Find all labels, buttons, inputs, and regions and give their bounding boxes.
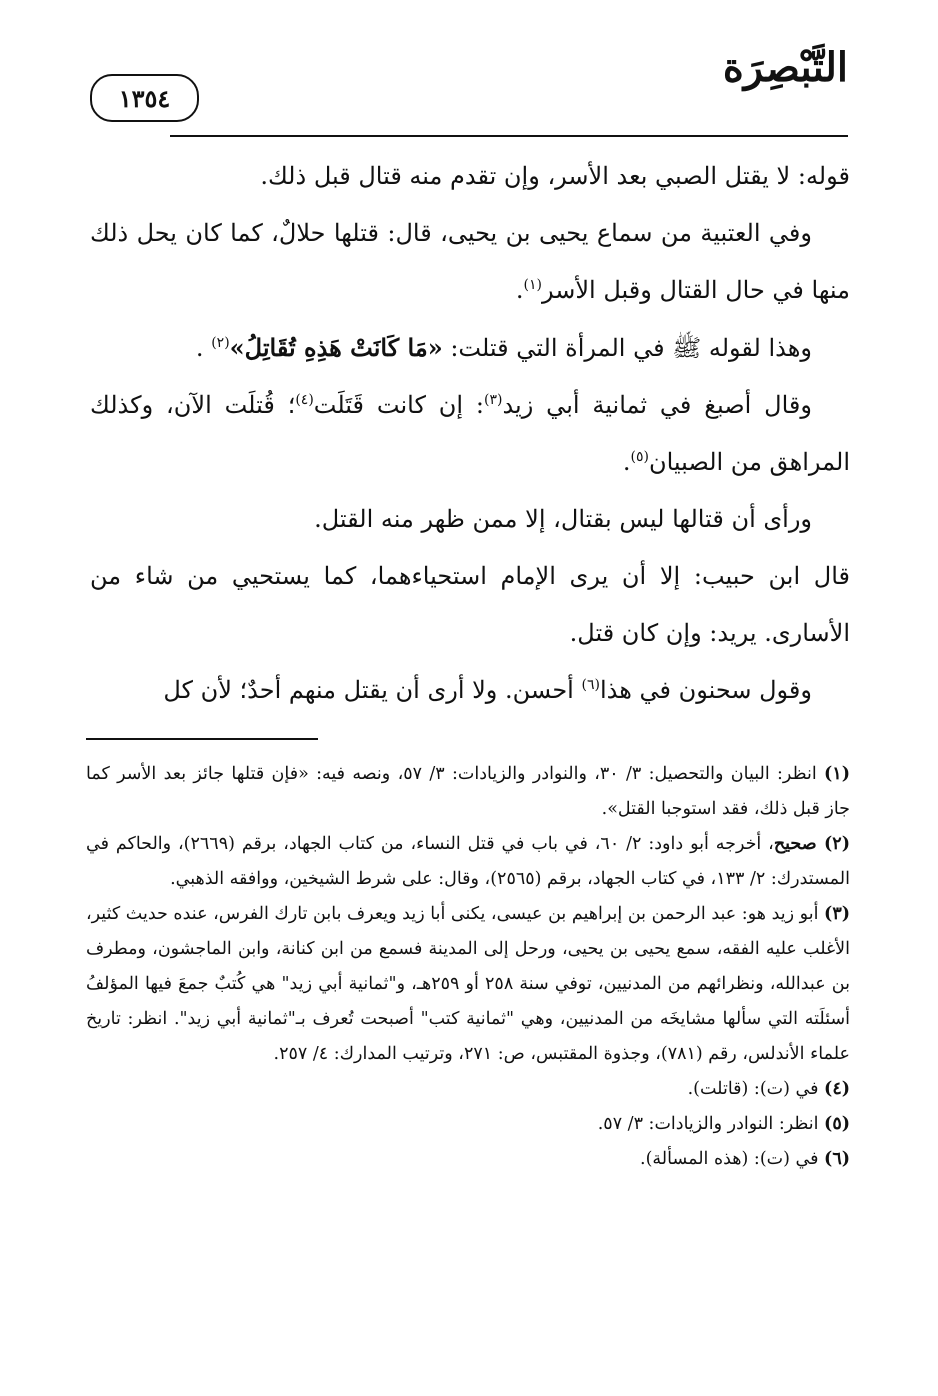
paragraph-3-end: . <box>195 334 212 362</box>
footnote-4 <box>86 1072 850 1107</box>
footnote-text: في (ت): (هذه المسألة). <box>640 1149 825 1169</box>
footnote-text: ، أخرجه أبو داود: ٢/ ٦٠، في باب في قتل النساء، من كتاب الجهاد، برقم (٢٦٦٩)، والحاكم في المستدرك: ٢/ ١٣٣، في كتاب الجهاد، برقم (٢٥٦٥)، وقال: على شرط الشيخين، ووافقه الذهبي. <box>86 834 850 889</box>
footnote-number: (٣) <box>824 904 850 924</box>
footnote-ref-1[interactable]: (١) <box>523 277 543 293</box>
paragraph-7 <box>90 662 850 719</box>
footnote-ref-4[interactable]: (٤) <box>295 392 314 408</box>
paragraph-4-end: . <box>622 448 631 476</box>
main-text <box>90 148 850 719</box>
paragraph-7-text-b: أحسن. ولا أرى أن يقتل منهم أحدٌ؛ لأن كل <box>163 676 582 704</box>
footnote-number: (٥) <box>824 1114 850 1134</box>
footnote-lead: صحيح <box>773 834 825 854</box>
page-number: ١٣٥٤ <box>90 74 199 122</box>
paragraph-5-text: ورأى أن قتالها ليس بقتال، إلا ممن ظهر منه القتل. <box>314 505 812 533</box>
footnote-1 <box>86 757 850 827</box>
paragraph-4-text-c: ؛ قُتلَت الآن، وكذلك المراهق من الصبيان <box>90 391 850 476</box>
paragraph-3 <box>90 319 850 377</box>
footnote-text: انظر: النوادر والزيادات: ٣/ ٥٧. <box>597 1114 825 1134</box>
footnote-number: (٤) <box>824 1079 850 1099</box>
footnote-6 <box>86 1142 850 1177</box>
footnote-number: (٦) <box>824 1149 850 1169</box>
paragraph-2-text: وفي العتبية من سماع يحيى بن يحيى، قال: قتلها حلالٌ، كما كان يحل ذلك منها في حال القتال وقبل الأسر <box>90 219 850 304</box>
paragraph-1 <box>90 148 850 205</box>
footnote-number: (٢) <box>824 834 850 854</box>
footnote-ref-6[interactable]: (٦) <box>581 677 600 693</box>
hadith-quote: «مَا كَانَتْ هَذِهِ تُقَاتِلُ» <box>229 333 443 362</box>
paragraph-5 <box>90 491 850 548</box>
paragraph-2 <box>90 205 850 319</box>
paragraph-6 <box>90 548 850 662</box>
footnote-ref-3[interactable]: (٣) <box>483 392 503 408</box>
footnote-ref-2[interactable]: (٢) <box>211 335 230 351</box>
paragraph-4-text-b: : إن كانت قَتَلَت <box>313 391 484 419</box>
footnote-3 <box>86 897 850 1072</box>
paragraph-7-text-a: وقول سحنون في هذا <box>599 676 812 704</box>
footnote-number: (١) <box>824 764 850 784</box>
paragraph-4 <box>90 377 850 491</box>
footnote-text: في (ت): (قاتلت). <box>687 1079 825 1099</box>
footnote-text: انظر: البيان والتحصيل: ٣/ ٣٠، والنوادر والزيادات: ٣/ ٥٧، ونصه فيه: «فإن قتلها جائز بعد الأسر كما جاز قبل ذلك، فقد استوجبا القتل». <box>86 764 850 819</box>
page-header <box>90 40 848 120</box>
footnote-separator <box>86 738 318 740</box>
paragraph-1-text: قوله: لا يقتل الصبي بعد الأسر، وإن تقدم منه قتال قبل ذلك. <box>260 162 850 190</box>
footnote-text: أبو زيد هو: عبد الرحمن بن إبراهيم بن عيسى، يكنى أبا زيد ويعرف بابن تارك الفرس، عنده حديث كثير، الأغلب عليه الفقه، سمع يحيى بن يحيى، ورحل إلى المدينة فسمع من ابن كنانة، وابن الماجشون، ومطرف بن عبدالله، ونظرائهم من المدنيين، توفي سنة ٢٥٨ أو ٢٥٩هـ، و"ثمانية أبي زيد" هي كُتبٌ جمعَ فيها المؤلفُ أسئلَته التي سألها مشايخَه من المدنيين، وهي "ثمانية كتب" أصبحت تُعرف بـ"ثمانية أبي زيد". انظر: تاريخ علماء الأندلس، رقم (٧٨١)، وجذوة المقتبس، ص: ٢٧١، وترتيب المدارك: ٤/ ٢٥٧. <box>86 904 850 1064</box>
paragraph-4-text-a: وقال أصبغ في ثمانية أبي زيد <box>502 391 812 419</box>
footnote-ref-5[interactable]: (٥) <box>630 449 649 465</box>
paragraph-3-text: وهذا لقوله ﷺ في المرأة التي قتلت: <box>442 334 812 362</box>
paragraph-2-end: . <box>515 276 524 304</box>
footnote-2 <box>86 827 850 897</box>
book-title: التَّبْصِرَة <box>722 44 848 91</box>
footnote-5 <box>86 1107 850 1142</box>
paragraph-6-text: قال ابن حبيب: إلا أن يرى الإمام استحياءهما، كما يستحيي من شاء من الأسارى. يريد: وإن كان قتل. <box>90 562 850 647</box>
footnotes <box>86 757 850 1177</box>
header-rule <box>170 135 848 137</box>
